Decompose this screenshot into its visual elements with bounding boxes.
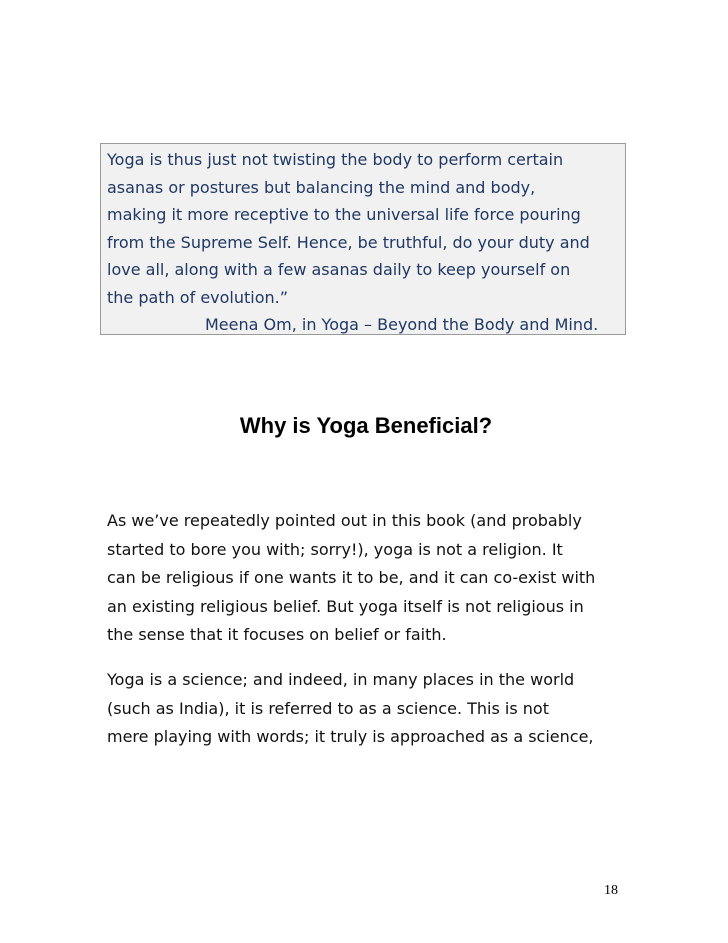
- paragraph-line: started to bore you with; sorry!), yoga is not a religion. It: [107, 539, 563, 559]
- section-heading: Why is Yoga Beneficial?: [239, 413, 493, 438]
- paragraph-line: As we’ve repeatedly pointed out in this book (and probably: [107, 511, 582, 530]
- body-paragraph: [107, 666, 637, 752]
- paragraph-line: mere playing with words; it truly is approached as a science,: [107, 727, 594, 746]
- page-number: 18: [604, 883, 618, 898]
- quote-attribution: Meena Om, in Yoga – Beyond the Body and Mind.: [205, 315, 599, 334]
- quote-box: [100, 143, 626, 335]
- paragraph-line: can be religious if one wants it to be, and it can co-exist with: [107, 568, 596, 587]
- quote-line: the path of evolution.”: [107, 287, 289, 307]
- quote-line: asanas or postures but balancing the mind and body,: [107, 177, 536, 197]
- paragraph-line: (such as India), it is referred to as a science. This is not: [107, 698, 549, 718]
- paragraph-line: Yoga is a science; and indeed, in many places in the world: [107, 670, 575, 689]
- paragraph-line: an existing religious belief. But yoga itself is not religious in: [107, 596, 584, 616]
- quote-line: love all, along with a few asanas daily to keep yourself on: [107, 260, 571, 279]
- body-paragraph: [107, 507, 637, 650]
- paragraph-line: the sense that it focuses on belief or faith.: [107, 625, 447, 644]
- quote-line: from the Supreme Self. Hence, be truthful, do your duty and: [107, 232, 590, 252]
- quote-line: making it more receptive to the universal life force pouring: [107, 205, 581, 224]
- quote-line: Yoga is thus just not twisting the body to perform certain: [107, 150, 564, 169]
